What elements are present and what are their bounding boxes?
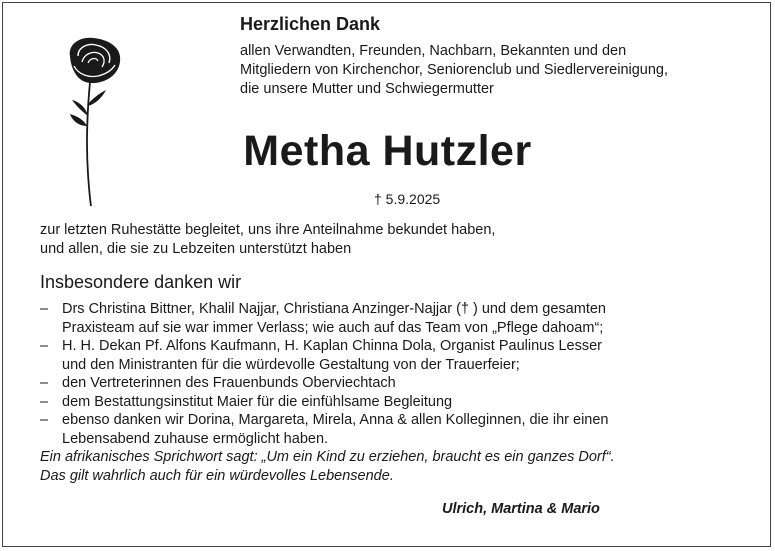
list-item-line: ebenso danken wir Dorina, Margareta, Mirela, Anna & allen Kolleginnen, die ihr einen [62, 412, 609, 428]
paragraph-line: zur letzten Ruhestätte begleitet, uns ihre Anteilnahme bekundet haben, [40, 222, 496, 238]
death-date: † 5.9.2025 [374, 191, 441, 207]
list-item [40, 393, 760, 412]
signature: Ulrich, Martina & Mario [442, 501, 600, 517]
list-item-line: Praxisteam auf sie war immer Verlass; wie auch auf das Team von „Pflege dahoam“; [62, 319, 604, 336]
rose-icon [60, 34, 130, 209]
thanks-paragraph [40, 221, 495, 259]
intro-line: allen Verwandten, Freunden, Nachbarn, Bekannten und den [240, 43, 627, 59]
proverb-quote [40, 448, 615, 486]
list-item [40, 411, 760, 448]
quote-line: Ein afrikanisches Sprichwort sagt: „Um ein Kind zu erziehen, braucht es ein ganzes Dorf“. [40, 449, 615, 465]
list-item [40, 300, 760, 337]
intro-line: Mitgliedern von Kirchenchor, Seniorenclub und Siedlervereinigung, [240, 62, 669, 78]
intro-text [240, 42, 668, 99]
list-item-line: Drs Christina Bittner, Khalil Najjar, Christiana Anzinger-Najjar († ) und dem gesamten [62, 301, 606, 317]
list-item-line: und den Ministranten für die würdevolle Gestaltung von der Trauerfeier; [62, 356, 520, 373]
list-item-line: den Vertreterinnen des Frauenbunds Oberviechtach [62, 375, 396, 391]
subheading-insbesondere: Insbesondere danken wir [40, 272, 242, 292]
list-item-line: dem Bestattungsinstitut Maier für die einfühlsame Begleitung [62, 393, 453, 410]
deceased-name: Metha Hutzler [243, 127, 532, 175]
heading-herzlichen-dank: Herzlichen Dank [240, 14, 381, 34]
list-item [40, 374, 760, 393]
paragraph-line: und allen, die sie zu Lebzeiten unterstützt haben [40, 241, 352, 257]
list-item-line: Lebensabend zuhause ermöglicht haben. [62, 430, 329, 447]
intro-line: die unsere Mutter und Schwiegermutter [240, 81, 494, 97]
list-item [40, 337, 760, 374]
thanks-list [40, 300, 760, 448]
list-item-line: H. H. Dekan Pf. Alfons Kaufmann, H. Kaplan Chinna Dola, Organist Paulinus Lesser [62, 338, 603, 354]
quote-line: Das gilt wahrlich auch für ein würdevolles Lebensende. [40, 468, 394, 484]
